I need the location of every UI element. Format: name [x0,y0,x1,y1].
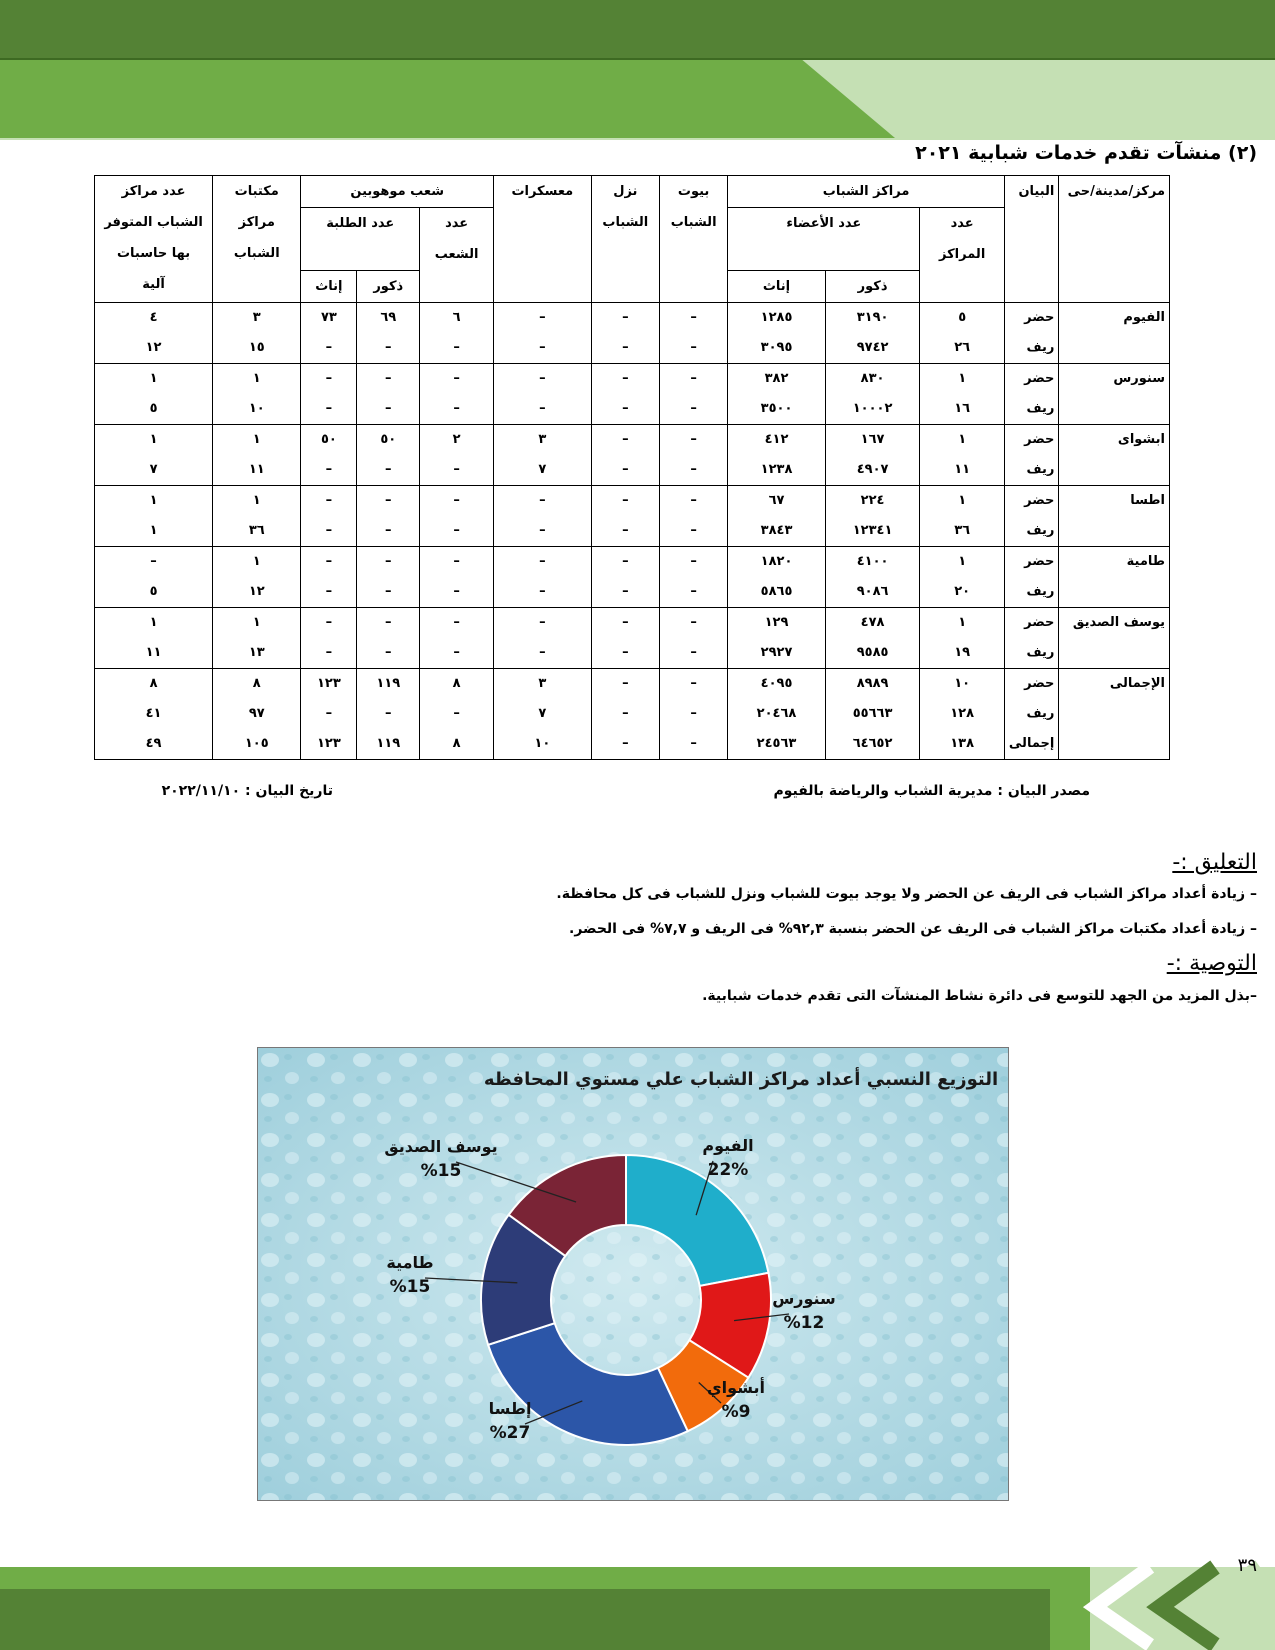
cell-centers: ١ [920,608,1005,639]
table-row [95,516,1170,547]
cell-comp: ٨ [95,669,213,700]
cell-camps: – [494,394,592,425]
cell-sf: ٧٣ [301,303,357,334]
table-row [95,608,1170,639]
comment-heading: التعليق :- [1172,850,1257,875]
cell-hostels: – [591,394,659,425]
cell-camps: – [494,638,592,669]
cell-f: ٣٥٠٠ [728,394,826,425]
cell-sm: – [357,608,420,639]
cell-centers: ١ [920,547,1005,578]
cell-sf: – [301,516,357,547]
cell-libs: ١٣ [213,638,301,669]
services-table [94,175,1170,760]
col-num-branches: عدد الشعب [420,208,494,303]
cell-houses: – [659,303,727,334]
cell-m: ٥٥٦٦٣ [825,699,920,729]
table-row [95,699,1170,729]
page-number: ٣٩ [1237,1555,1257,1576]
cell-sm: ٥٠ [357,425,420,456]
col-youth-hostels: نزل الشباب [591,176,659,303]
cell-sm: – [357,333,420,364]
table-row [95,486,1170,517]
cell-houses: – [659,333,727,364]
donut-chart-panel [257,1047,1009,1501]
slice-label: يوسف الصديق [384,1137,498,1156]
cell-sm: – [357,486,420,517]
cell-libs: ١٥ [213,333,301,364]
cell-branches: ٨ [420,729,494,760]
cell-sm: – [357,638,420,669]
cell-f: ٣٨٢ [728,364,826,395]
cell-sf: – [301,486,357,517]
slice-label: طامية [386,1253,434,1272]
table-row [95,425,1170,456]
cell-hostels: – [591,486,659,517]
slice-value-label: %9 [721,1402,751,1422]
cell-sf: – [301,455,357,486]
cell-hostels: – [591,699,659,729]
col-members-males: ذكور [825,271,920,303]
cell-comp: ١ [95,486,213,517]
recommendation-heading: التوصية :- [1166,951,1257,976]
footer-band [0,1545,1275,1650]
cell-branches: – [420,333,494,364]
cell-centers: ٥ [920,303,1005,334]
cell-comp: ١ [95,516,213,547]
cell-branches: – [420,547,494,578]
cell-stat: ريف [1004,516,1058,547]
col-num-students: عدد الطلبة [301,208,420,271]
cell-camps: – [494,364,592,395]
cell-branches: ٨ [420,669,494,700]
cell-camps: – [494,486,592,517]
cell-libs: ٩٧ [213,699,301,729]
cell-branches: – [420,638,494,669]
cell-hostels: – [591,425,659,456]
cell-sm: ٦٩ [357,303,420,334]
cell-camps: ٣ [494,669,592,700]
cell-stat: ريف [1004,394,1058,425]
chart-title: التوزيع النسبي أعداد مراكز الشباب علي مستوي المحافظه [483,1069,999,1090]
table-row [95,638,1170,669]
col-num-members: عدد الأعضاء [728,208,920,271]
cell-centers: ١ [920,364,1005,395]
slice-label: أبشواي [707,1378,765,1397]
cell-libs: ٣٦ [213,516,301,547]
table-row [95,577,1170,608]
cell-houses: – [659,699,727,729]
cell-sf: – [301,699,357,729]
col-camps: معسكرات [494,176,592,303]
cell-houses: – [659,608,727,639]
table-row [95,364,1170,395]
cell-sm: – [357,455,420,486]
cell-stat: ريف [1004,699,1058,729]
cell-m: ٩٥٨٥ [825,638,920,669]
col-num-centers: عدد المراكز [920,208,1005,303]
cell-camps: – [494,333,592,364]
section-title: (٢) منشآت تقدم خدمات شبابية ٢٠٢١ [915,142,1257,164]
cell-houses: – [659,516,727,547]
cell-sf: ١٢٣ [301,669,357,700]
area-name: سنورس [1059,364,1170,425]
col-computers: عدد مراكز الشباب المتوفر بها حاسبات آلية [95,176,213,303]
cell-camps: – [494,547,592,578]
cell-stat: ريف [1004,577,1058,608]
table-body [95,303,1170,760]
cell-branches: – [420,455,494,486]
cell-f: ٤٠٩٥ [728,669,826,700]
cell-centers: ١٦ [920,394,1005,425]
cell-hostels: – [591,364,659,395]
col-students-males: ذكور [357,271,420,303]
cell-comp: ١ [95,425,213,456]
cell-f: ٢٩٢٧ [728,638,826,669]
slice-label: إطسا [488,1399,532,1418]
cell-centers: ١١ [920,455,1005,486]
cell-comp: ١١ [95,638,213,669]
cell-sf: – [301,608,357,639]
slice-value-label: %15 [389,1277,431,1297]
cell-centers: ١٩ [920,638,1005,669]
cell-camps: – [494,516,592,547]
cell-comp: – [95,547,213,578]
cell-centers: ١٠ [920,669,1005,700]
cell-sf: – [301,364,357,395]
cell-f: ٢٠٤٦٨ [728,699,826,729]
cell-libs: ١١ [213,455,301,486]
col-members-females: إناث [728,271,826,303]
cell-hostels: – [591,608,659,639]
cell-stat: حضر [1004,303,1058,334]
data-source: مصدر البيان : مديرية الشباب والرياضة بالفيوم [773,783,1090,799]
cell-stat: حضر [1004,486,1058,517]
cell-sf: – [301,547,357,578]
cell-m: ٩٧٤٢ [825,333,920,364]
cell-libs: ١ [213,486,301,517]
donut-chart [258,1048,1008,1500]
cell-libs: ٨ [213,669,301,700]
cell-m: ١٢٣٤١ [825,516,920,547]
cell-comp: ٧ [95,455,213,486]
table-row [95,333,1170,364]
cell-sm: – [357,516,420,547]
cell-m: ٨٩٨٩ [825,669,920,700]
cell-houses: – [659,486,727,517]
cell-houses: – [659,669,727,700]
recommendation-1: –بذل المزيد من الجهد للتوسع فى دائرة نشاط المنشآت التى تقدم خدمات شبابية. [702,988,1257,1004]
cell-sf: – [301,577,357,608]
cell-libs: ٣ [213,303,301,334]
cell-sf: ٥٠ [301,425,357,456]
cell-m: ٨٣٠ [825,364,920,395]
slice-label: سنورس [772,1289,836,1308]
cell-hostels: – [591,669,659,700]
cell-m: ٦٤٦٥٢ [825,729,920,760]
cell-centers: ١ [920,486,1005,517]
slice-value-label: %15 [420,1161,462,1181]
cell-m: ٤١٠٠ [825,547,920,578]
table-row [95,669,1170,700]
cell-libs: ١٠ [213,394,301,425]
cell-sm: – [357,547,420,578]
cell-sm: ١١٩ [357,669,420,700]
cell-stat: حضر [1004,608,1058,639]
cell-libs: ١ [213,364,301,395]
cell-stat: حضر [1004,547,1058,578]
cell-stat: ريف [1004,638,1058,669]
cell-branches: – [420,516,494,547]
table-row [95,547,1170,578]
cell-f: ٥٨٦٥ [728,577,826,608]
cell-sm: – [357,394,420,425]
cell-comp: ٥ [95,394,213,425]
slice-value-label: 22% [707,1160,749,1180]
table-row [95,394,1170,425]
cell-hostels: – [591,638,659,669]
cell-stat: حضر [1004,425,1058,456]
data-date: تاريخ البيان : ٢٠٢٢/١١/١٠ [161,783,333,799]
slice-value-label: %12 [783,1313,825,1333]
col-statement: البيان [1004,176,1058,303]
cell-m: ٩٠٨٦ [825,577,920,608]
area-name: الإجمالى [1059,669,1170,760]
header-band [0,0,1275,140]
cell-camps: – [494,608,592,639]
cell-sm: – [357,364,420,395]
cell-f: ١٨٢٠ [728,547,826,578]
col-talented: شعب موهوبين [301,176,494,208]
cell-comp: ١٢ [95,333,213,364]
cell-stat: ريف [1004,455,1058,486]
cell-m: ١٦٧ [825,425,920,456]
cell-sm: ١١٩ [357,729,420,760]
cell-f: ٣٨٤٣ [728,516,826,547]
slice-label: الفيوم [702,1136,754,1155]
cell-branches: – [420,608,494,639]
cell-houses: – [659,638,727,669]
cell-camps: – [494,303,592,334]
cell-branches: – [420,394,494,425]
cell-stat: ريف [1004,333,1058,364]
cell-camps: – [494,577,592,608]
cell-comp: ١ [95,364,213,395]
cell-libs: ١٠٥ [213,729,301,760]
cell-houses: – [659,364,727,395]
cell-centers: ١٢٨ [920,699,1005,729]
cell-hostels: – [591,547,659,578]
comment-2: – زيادة أعداد مكتبات مراكز الشباب فى الريف عن الحضر بنسبة ٩٢,٣% فى الريف و ٧,٧% فى الحضر. [569,921,1257,937]
area-name: اطسا [1059,486,1170,547]
cell-sf: – [301,394,357,425]
cell-stat: حضر [1004,669,1058,700]
col-area: مركز/مدينة/حى [1059,176,1170,303]
cell-camps: ٣ [494,425,592,456]
cell-hostels: – [591,729,659,760]
cell-libs: ١ [213,425,301,456]
cell-hostels: – [591,303,659,334]
cell-branches: ٦ [420,303,494,334]
cell-houses: – [659,547,727,578]
cell-hostels: – [591,516,659,547]
cell-sm: – [357,699,420,729]
cell-f: ٤١٢ [728,425,826,456]
cell-centers: ١٣٨ [920,729,1005,760]
cell-camps: ١٠ [494,729,592,760]
cell-f: ٦٧ [728,486,826,517]
cell-sf: ١٢٣ [301,729,357,760]
col-students-females: إناث [301,271,357,303]
cell-hostels: – [591,333,659,364]
table-row [95,455,1170,486]
cell-camps: ٧ [494,699,592,729]
cell-centers: ٣٦ [920,516,1005,547]
cell-branches: – [420,364,494,395]
cell-m: ٤٩٠٧ [825,455,920,486]
cell-hostels: – [591,455,659,486]
area-name: ابشواى [1059,425,1170,486]
cell-branches: ٢ [420,425,494,456]
cell-centers: ١ [920,425,1005,456]
col-libraries: مكتبات مراكز الشباب [213,176,301,303]
cell-comp: ٤ [95,303,213,334]
cell-sm: – [357,577,420,608]
cell-houses: – [659,577,727,608]
col-youth-centers: مراكز الشباب [728,176,1005,208]
cell-libs: ١ [213,547,301,578]
cell-f: ١٢٩ [728,608,826,639]
cell-libs: ١٢ [213,577,301,608]
cell-centers: ٢٠ [920,577,1005,608]
cell-comp: ٤٩ [95,729,213,760]
area-name: طامية [1059,547,1170,608]
cell-f: ٢٤٥٦٣ [728,729,826,760]
cell-branches: – [420,577,494,608]
cell-f: ١٢٣٨ [728,455,826,486]
table-row [95,729,1170,760]
col-youth-houses: بيوت الشباب [659,176,727,303]
cell-m: ٣١٩٠ [825,303,920,334]
area-name: يوسف الصديق [1059,608,1170,669]
cell-comp: ٤١ [95,699,213,729]
cell-branches: – [420,486,494,517]
cell-houses: – [659,425,727,456]
cell-centers: ٢٦ [920,333,1005,364]
cell-sf: – [301,333,357,364]
cell-hostels: – [591,577,659,608]
cell-f: ٣٠٩٥ [728,333,826,364]
cell-camps: ٧ [494,455,592,486]
cell-houses: – [659,394,727,425]
cell-m: ١٠٠٠٢ [825,394,920,425]
cell-comp: ١ [95,608,213,639]
cell-houses: – [659,455,727,486]
cell-f: ١٢٨٥ [728,303,826,334]
comment-1: – زيادة أعداد مراكز الشباب فى الريف عن الحضر ولا يوجد بيوت للشباب ونزل للشباب فى كل محافظة. [556,886,1257,902]
cell-houses: – [659,729,727,760]
cell-stat: حضر [1004,364,1058,395]
slice-value-label: %27 [489,1423,531,1443]
cell-comp: ٥ [95,577,213,608]
cell-stat: إجمالى [1004,729,1058,760]
area-name: الفيوم [1059,303,1170,364]
cell-sf: – [301,638,357,669]
cell-m: ٤٧٨ [825,608,920,639]
cell-branches: – [420,699,494,729]
cell-libs: ١ [213,608,301,639]
table-row [95,303,1170,334]
cell-m: ٢٢٤ [825,486,920,517]
